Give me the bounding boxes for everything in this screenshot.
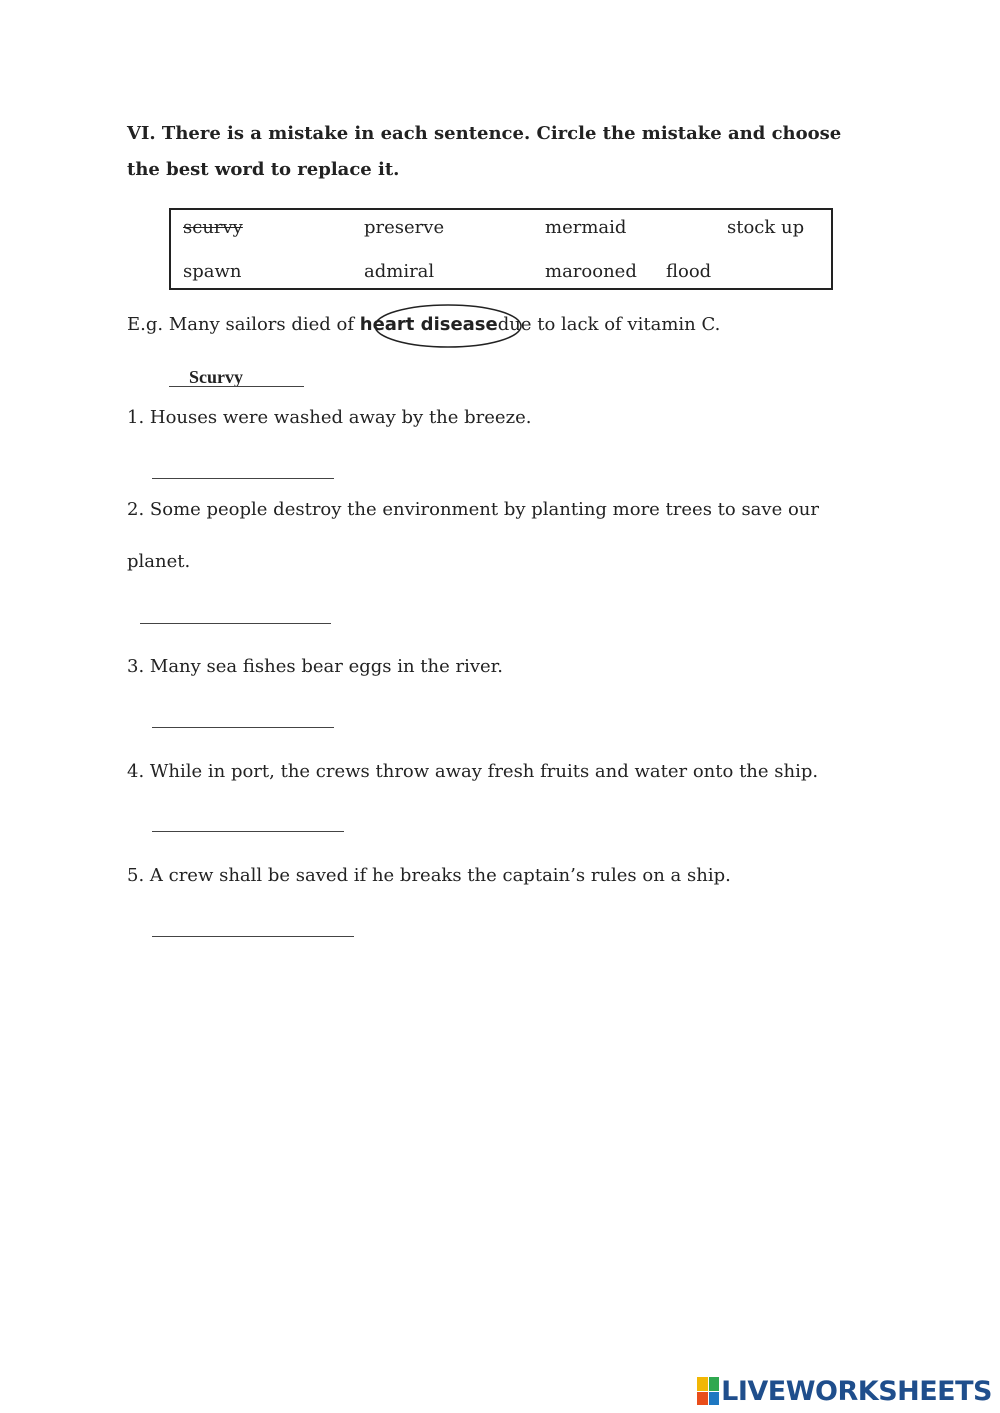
word-mermaid: mermaid <box>545 217 627 238</box>
example-answer-line <box>169 386 304 387</box>
question-5: 5. A crew shall be saved if he breaks the captain’s rules on a ship. <box>127 865 731 886</box>
word-flood: flood <box>666 261 712 282</box>
answer-blank-1[interactable] <box>152 478 334 479</box>
instruction <box>127 116 907 188</box>
word-stock-up: stock up <box>727 217 805 238</box>
question-4: 4. While in port, the crews throw away fresh fruits and water onto the ship. <box>127 761 819 782</box>
word-spawn: spawn <box>183 261 242 282</box>
liveworksheets-logo <box>697 1375 992 1407</box>
logo-blocks-icon <box>697 1377 719 1405</box>
word-marooned: marooned <box>545 261 637 282</box>
mistake-circle <box>370 300 530 352</box>
logo-text: LIVEWORKSHEETS <box>721 1375 992 1407</box>
answer-blank-5[interactable] <box>152 936 354 937</box>
instruction-line-2: the best word to replace it. <box>127 159 400 180</box>
answer-blank-4[interactable] <box>152 831 344 832</box>
answer-blank-3[interactable] <box>152 727 334 728</box>
example-prefix: E.g. Many sailors died of <box>127 314 360 335</box>
word-preserve: preserve <box>364 217 445 238</box>
question-2-line-2: planet. <box>127 551 191 572</box>
instruction-line-1: VI. There is a mistake in each sentence. Circle the mistake and choose <box>127 123 842 144</box>
word-admiral: admiral <box>364 261 435 282</box>
word-scurvy: scurvy <box>183 217 243 238</box>
answer-blank-2[interactable] <box>140 623 331 624</box>
example-suffix: due to lack of vitamin C. <box>497 314 721 335</box>
question-2-line-1: 2. Some people destroy the environment by planting more trees to save our <box>127 499 819 520</box>
question-1: 1. Houses were washed away by the breeze. <box>127 407 532 428</box>
example-circled-word: heart disease <box>359 314 498 335</box>
question-3: 3. Many sea fishes bear eggs in the river. <box>127 656 504 677</box>
example-answer: Scurvy <box>189 367 243 387</box>
